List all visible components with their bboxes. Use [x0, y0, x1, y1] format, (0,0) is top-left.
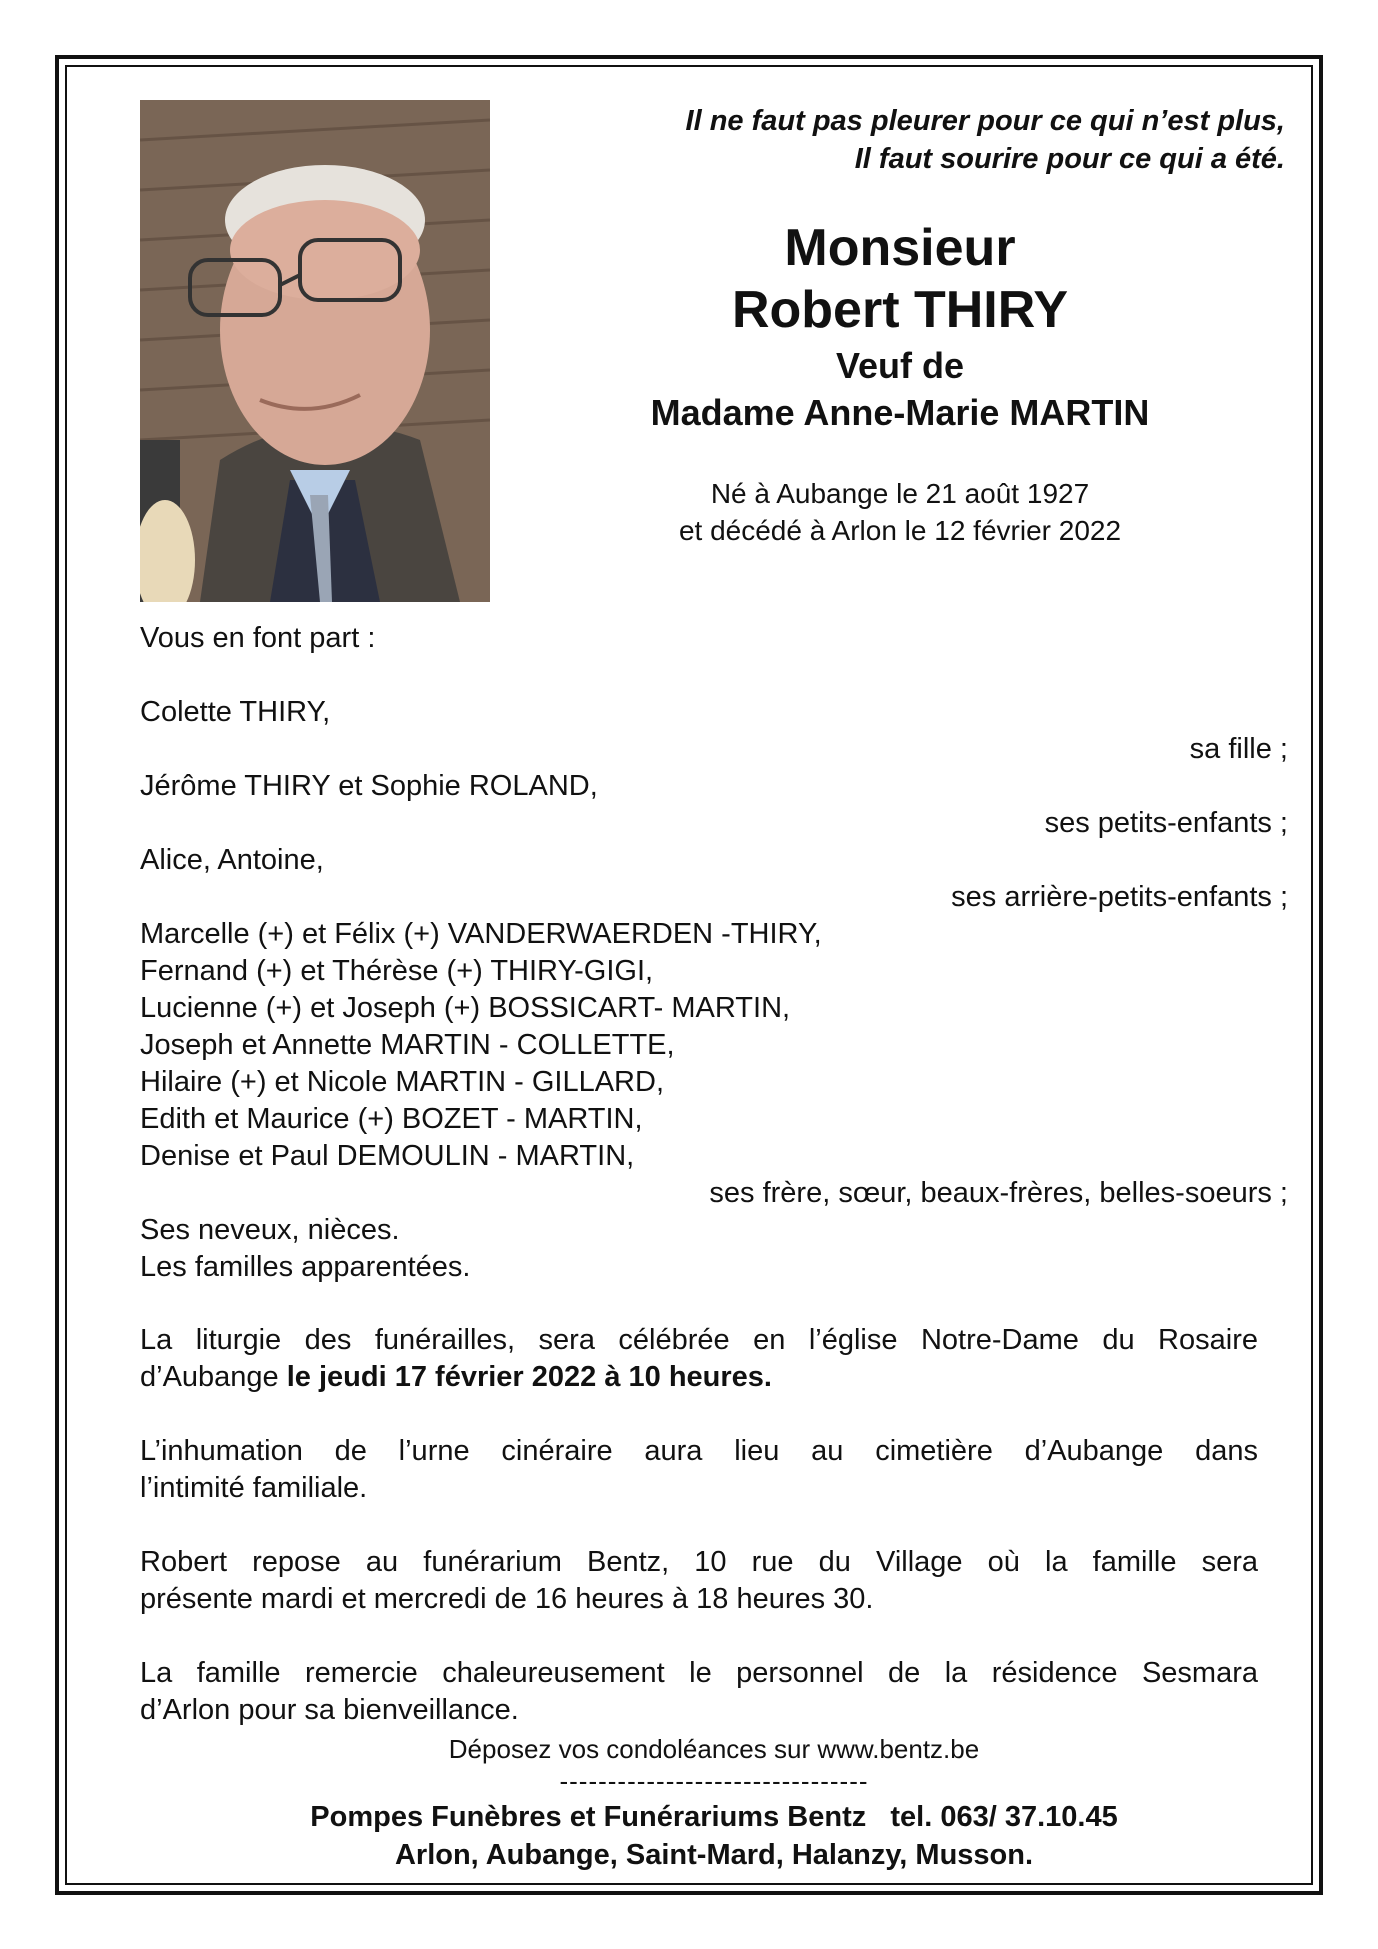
sibling-line: Marcelle (+) et Félix (+) VANDERWAERDEN -THIRY,	[140, 918, 822, 950]
quote-line-2: Il faut sourire pour ce qui a été.	[854, 143, 1285, 175]
daughter-name: Colette THIRY,	[140, 696, 331, 728]
widow-status: Veuf de	[835, 345, 965, 386]
condolences-line: Déposez vos condoléances sur www.bentz.be	[448, 1734, 980, 1764]
birth-line: Né à Aubange le 21 août 1927	[710, 478, 1090, 509]
inhumation-line-1: L’inhumation de l’urne cinéraire aura lieu au cimetière d’Aubange dans	[140, 1435, 1258, 1467]
announcement-intro: Vous en font part :	[140, 622, 376, 654]
daughter-relation: sa fille ;	[1189, 733, 1288, 765]
thanks-line-1: La famille remercie chaleureusement le personnel de la résidence Sesmara	[140, 1657, 1258, 1689]
visitation-line-1: Robert repose au funérarium Bentz, 10 rue du Village où la famille sera	[140, 1546, 1258, 1578]
epitaph-quote	[525, 102, 1285, 178]
quote-line-1: Il ne faut pas pleurer pour ce qui n’est plus,	[685, 105, 1285, 137]
deceased-name: Robert THIRY	[731, 281, 1069, 339]
grandchildren-names: Jérôme THIRY et Sophie ROLAND,	[140, 770, 598, 802]
announcement-block	[140, 620, 1288, 1286]
visitation-line-2: présente mardi et mercredi de 16 heures à 18 heures 30.	[140, 1583, 874, 1615]
great-grandchildren-relation: ses arrière-petits-enfants ;	[951, 881, 1288, 913]
company-locations: Arlon, Aubange, Saint-Mard, Halanzy, Musson.	[394, 1839, 1034, 1871]
thanks-paragraph	[140, 1655, 1288, 1729]
siblings-relation: ses frère, sœur, beaux-frères, belles-soeurs ;	[709, 1177, 1288, 1209]
liturgy-paragraph	[140, 1322, 1288, 1396]
sibling-line: Edith et Maurice (+) BOZET - MARTIN,	[140, 1103, 643, 1135]
footer-separator: --------------------------------	[559, 1766, 869, 1796]
great-grandchildren-names: Alice, Antoine,	[140, 844, 324, 876]
sibling-line: Hilaire (+) et Nicole MARTIN - GILLARD,	[140, 1066, 664, 1098]
liturgy-place: d’Aubange	[140, 1361, 279, 1393]
inhumation-paragraph	[140, 1433, 1288, 1507]
portrait-photo-icon	[140, 100, 490, 602]
inhumation-line-2: l’intimité familiale.	[140, 1472, 368, 1504]
liturgy-date: le jeudi 17 février 2022 à 10 heures.	[286, 1361, 772, 1393]
deceased-title: Monsieur	[784, 219, 1016, 277]
sibling-line: Lucienne (+) et Joseph (+) BOSSICART- MARTIN,	[140, 992, 791, 1024]
visitation-paragraph	[140, 1544, 1288, 1618]
thanks-line-2: d’Arlon pour sa bienveillance.	[140, 1694, 519, 1726]
sibling-line: Denise et Paul DEMOULIN - MARTIN,	[140, 1140, 635, 1172]
families-line: Les familles apparentées.	[140, 1251, 471, 1283]
liturgy-line-1: La liturgie des funérailles, sera célébrée en l’église Notre-Dame du Rosaire	[140, 1324, 1258, 1356]
sibling-line: Fernand (+) et Thérèse (+) THIRY-GIGI,	[140, 955, 654, 987]
nephews-line: Ses neveux, nièces.	[140, 1214, 400, 1246]
sibling-line: Joseph et Annette MARTIN - COLLETTE,	[140, 1029, 675, 1061]
spouse-name: Madame Anne-Marie MARTIN	[650, 392, 1150, 433]
death-line: et décédé à Arlon le 12 février 2022	[678, 515, 1122, 546]
funeral-company: Pompes Funèbres et Funérariums Bentz tel. 063/ 37.10.45	[310, 1801, 1118, 1833]
grandchildren-relation: ses petits-enfants ;	[1044, 807, 1288, 839]
life-dates	[590, 475, 1210, 549]
